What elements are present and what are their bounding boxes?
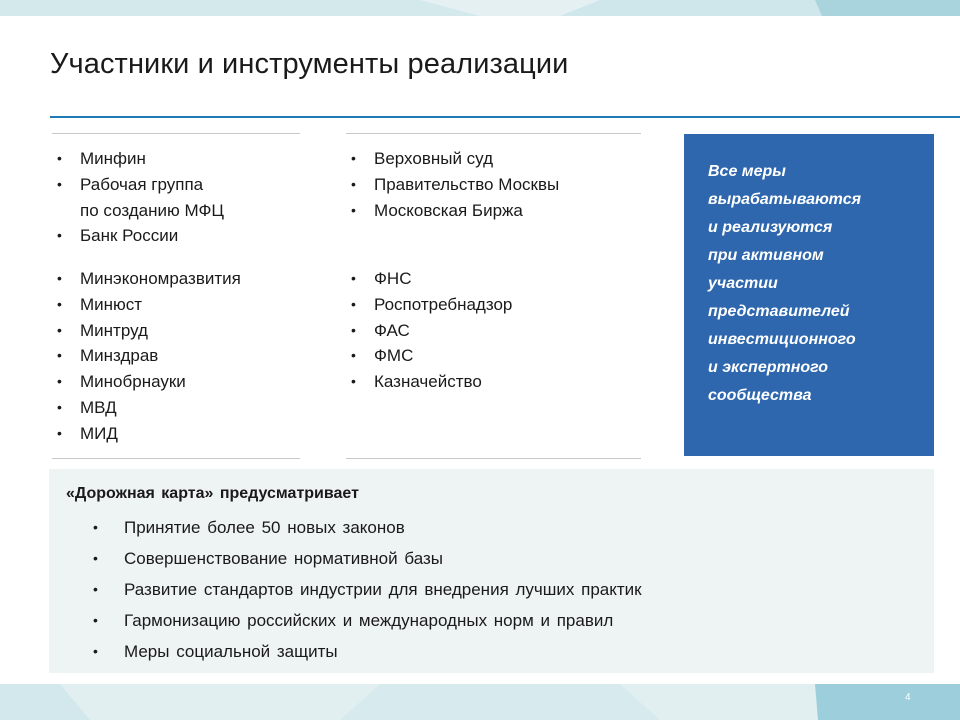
page-number: 4	[905, 692, 911, 703]
list-item: • ФМС	[346, 343, 512, 369]
list-item: • Минюст	[52, 292, 241, 318]
list-item: • Минобрнауки	[52, 369, 241, 395]
callout-text: Все меры вырабатываются и реализуются при активном участии представителей инвестиционного и экспертного сообщества	[708, 163, 862, 404]
roadmap-item: • Меры социальной защиты	[93, 636, 642, 667]
list-item: • Верховный суд	[346, 146, 559, 172]
participants-left-column	[52, 133, 300, 459]
participants-middle-column	[346, 133, 641, 459]
left-bullet-group-1	[52, 146, 224, 249]
roadmap-list	[93, 512, 642, 667]
roadmap-panel	[49, 469, 934, 673]
list-item: • Рабочая группа	[52, 172, 224, 198]
list-item: • ФАС	[346, 318, 512, 344]
title-underline	[50, 116, 960, 118]
top-decorative-band	[0, 0, 960, 16]
list-item: • Минтруд	[52, 318, 241, 344]
list-item: • Московская Биржа	[346, 198, 559, 224]
roadmap-item: • Развитие стандартов индустрии для внедрения лучших практик	[93, 574, 642, 605]
list-item: • МИД	[52, 421, 241, 447]
list-item: • Банк России	[52, 223, 224, 249]
list-item: • Казначейство	[346, 369, 512, 395]
list-item: • Роспотребнадзор	[346, 292, 512, 318]
list-item: • Минэкономразвития	[52, 266, 241, 292]
list-item: • Правительство Москвы	[346, 172, 559, 198]
roadmap-item: • Совершенствование нормативной базы	[93, 543, 642, 574]
roadmap-item: • Принятие более 50 новых законов	[93, 512, 642, 543]
list-item: • Минфин	[52, 146, 224, 172]
left-bullet-group-2	[52, 266, 241, 447]
callout-box	[684, 134, 934, 456]
list-item: • Минздрав	[52, 343, 241, 369]
list-item-continuation: по созданию МФЦ	[80, 200, 224, 220]
roadmap-item: • Гармонизацию российских и международных норм и правил	[93, 605, 642, 636]
slide-title: Участники и инструменты реализации	[50, 48, 569, 80]
roadmap-title: «Дорожная карта» предусматривает	[66, 485, 359, 502]
mid-bullet-group-1	[346, 146, 559, 223]
list-item: • МВД	[52, 395, 241, 421]
list-item: • ФНС	[346, 266, 512, 292]
bottom-decorative-band	[0, 684, 960, 720]
mid-bullet-group-2	[346, 266, 512, 395]
